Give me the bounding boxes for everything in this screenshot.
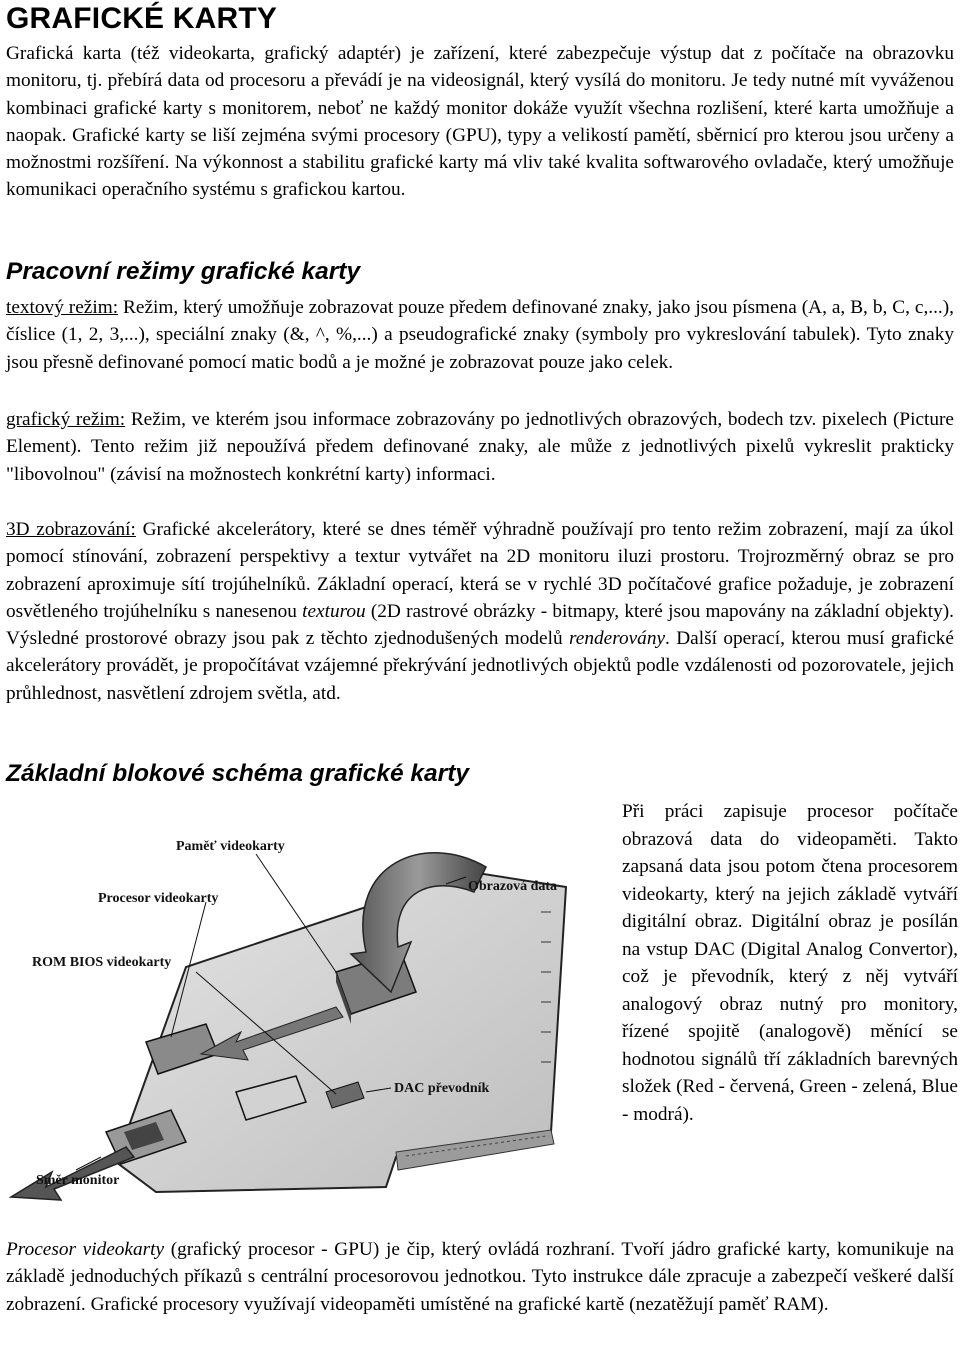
section-heading-modes: Pracovní režimy grafické karty (6, 258, 361, 285)
gpu-paragraph (6, 1236, 954, 1318)
3d-mode-body-1: Grafické akcelerátory, které se dnes téměř výhradně používají pro tento režim zobrazení, mají za úkol pomocí stínování, zobrazení perspektivy a textur vytvářet na 2D monitoru iluzi prostoru. Trojrozměrný obraz se pro zobrazení aproximuje sítí trojúhelníků. Základní operací, která se v rychlé 3D počítačové grafice požaduje, je zobrazení osvětleného trojúhelníku s nanesenou (6, 519, 954, 622)
text-mode-term: textový režim: (6, 297, 119, 318)
gpu-body: (grafický procesor - GPU) je čip, který ovládá rozhraní. Tvoří jádro grafické karty, komunikuje na základě jednoduchých příkazů s centrální procesorovou jednotkou. Tyto instrukce dále zpracuje a zabezpečí veškeré další zobrazení. Grafické procesory využívají videopaměti umístěné na grafické kartě (nezatěžují paměť RAM). (6, 1239, 955, 1315)
3d-mode-term: 3D zobrazování: (6, 519, 136, 540)
page-title: GRAFICKÉ KARTY (6, 2, 278, 35)
diagram-label-to-monitor: Směr monitor (36, 1173, 120, 1188)
graphic-mode-paragraph (6, 406, 954, 488)
3d-mode-italic-rendered: renderovány (569, 628, 666, 650)
3d-mode-body-2: (2D rastrové obrázky - bitmapy, které jsou mapovány na základní objekty). Výsledné prostorové obrazy jsou pak z těchto zjednodušených modelů (6, 600, 954, 650)
diagram-label-processor: Procesor videokarty (98, 891, 219, 906)
diagram-label-memory: Paměť videokarty (176, 839, 285, 854)
text-mode-body: Režim, který umožňuje zobrazovat pouze předem definované znaky, jako jsou písmena (A, a, B, b, C, c,...), číslice (1, 2, 3,...), speciální znaky (&, ^, %,...) a pseudografické znaky (symboly pro vykreslování tabulek). Tyto znaky jsou přesně definované pomocí matic bodů a je možné je zobrazovat pouze jako celek. (6, 297, 954, 373)
graphics-card-diagram (6, 792, 606, 1202)
3d-mode-body-3: . Další operací, kterou musí grafické akcelerátory provádět, je propočítávat vzájemné překrývání jednotlivých objektů podle vzdálenosti od pozorovatele, jejich průhlednost, nasvětlení zdrojem světla, atd. (6, 628, 954, 704)
gpu-term: Procesor videokarty (6, 1239, 165, 1260)
diagram-label-rom-bios: ROM BIOS videokarty (32, 955, 172, 970)
diagram-label-dac: DAC převodník (394, 1081, 490, 1096)
graphic-mode-body: Režim, ve kterém jsou informace zobrazovány po jednotlivých obrazových, bodech tzv. pixelech (Picture Element). Tento režim již nepoužívá předem definované znaky, ale může z jednotlivých pixelů vykreslit prakticky "libovolnou" (závisí na možnostech konkrétní karty) informaci. (6, 409, 954, 485)
text-mode-paragraph (6, 294, 954, 376)
section-heading-block-diagram: Základní blokové schéma grafické karty (6, 760, 469, 787)
diagram-label-image-data: Obrazová data (468, 879, 558, 894)
intro-paragraph: Grafická karta (též videokarta, grafický adaptér) je zařízení, které zabezpečuje výstup dat z počítače na obrazovku monitoru, tj. přebírá data od procesoru a převádí je na videosignál, který vysílá do monitoru. Je tedy nutné mít vyváženou kombinaci grafické karty s monitorem, neboť ne každý monitor dokáže využít všechna rozlišení, které karta umožňuje a naopak. Grafické karty se liší zejména svými procesory (GPU), typy a velikostí pamětí, sběrnicí pro kterou jsou určeny a možnostmi rozšíření. Na výkonnost a stabilitu grafické karty má vliv také kvalita softwarového ovladače, který umožňuje komunikaci operačního systému s grafickou kartou. (6, 43, 954, 201)
graphic-mode-term: grafický režim: (6, 409, 126, 430)
3d-mode-italic-texture: texturou (302, 600, 366, 622)
block-diagram-description: Při práci zapisuje procesor počítače obrazová data do videopaměti. Takto zapsaná data jsou potom čtena procesorem videokarty, který na jejich základě vytváří digitální obraz. Digitální obraz je posílán na vstup DAC (Digital Analog Convertor), což je převodník, který z něj vytváří analogový obraz nutný pro monitory, řízené spojitě (analogově) měnící se hodnotou signálů tří základních barevných složek (Red - červená, Green - zelená, Blue - modrá). (622, 801, 958, 1125)
3d-mode-paragraph (6, 516, 954, 707)
